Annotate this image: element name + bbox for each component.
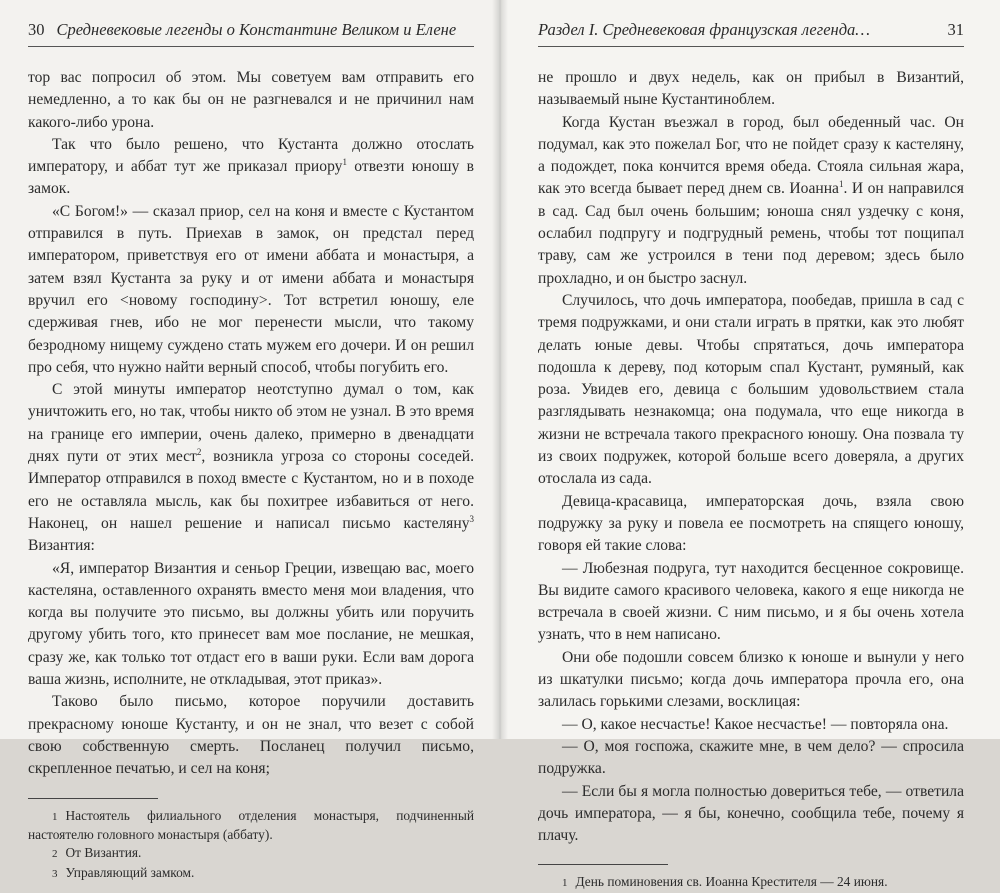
paragraph: не прошло и двух недель, как он прибыл в Византий, называемый ныне Кустантиноблем. — [538, 69, 964, 109]
paragraph: тор вас попросил об этом. Мы советуем вам отправить его немедленно, а то как бы он не разгневался и не причинил нам какого-либо урона. — [28, 69, 474, 131]
footnote-ref: 1 — [838, 179, 844, 190]
left-page-number: 30 — [28, 20, 45, 39]
paragraph: Они обе подошли совсем близко к юноше и вынули у него из шкатулки письмо; когда дочь императора прочла его, она залилась горькими слезами, восклицая: — [538, 648, 964, 711]
paragraph: Девица-красавица, императорская дочь, взяла свою подружку за руку и повела ее посмотреть на спящего юношу, говоря ей такие слова: — [538, 492, 964, 555]
footnote: 1 Настоятель филиального отделения монастыря, подчиненный настоятелю головного монастыря (аббату). — [28, 807, 474, 842]
dialogue-line: — Если бы я могла полностью довериться тебе, — ответила дочь императора, — я бы, конечно, сообщила тебе, почему я плачу. — [538, 782, 964, 845]
right-body-text — [538, 67, 964, 847]
left-body-text — [28, 67, 474, 781]
footnote-divider — [538, 864, 668, 865]
paragraph: Так что было решено, что Кустанта должно отослать императору, и аббат тут же приказал приору$^1$ отвезти юношу в замок. — [28, 135, 475, 198]
left-page — [0, 0, 500, 880]
footnote: 1 День поминовения св. Иоанна Крестителя — 24 июня. — [562, 874, 888, 890]
footnote: 2 От Византия. — [52, 845, 142, 861]
paragraph: С этой минуты император неотступно думал о том, как уничтожить его, но так, чтобы никто об этом не узнал. В это время на границе его империи, очень далеко, примерно в двенадцати днях пути от этих мест$^2$, возникла угроза со стороны соседей. Император отправился в поход вместе с Кустантом, но и в походе его не оставляла мысль, как бы похитрее избавиться от него. Наконец, он нашел решение и написал письмо кастеляну$^3$ Византия: — [28, 381, 474, 555]
paragraph: Таково было письмо, которое поручили доставить прекрасному юноше Кустанту, и он не знал, что везет с собой свою собственную смерть. Посланец получил письмо, скрепленное печатью, и сел на коня; — [28, 693, 474, 778]
dialogue-line: — О, моя госпожа, скажите мне, в чем дело? — спросила подружка. — [538, 737, 964, 778]
footnote: 3 Управляющий замком. — [52, 864, 195, 880]
right-page-number: 31 — [947, 20, 964, 39]
left-footnotes — [28, 807, 474, 884]
dialogue-line: — О, какое несчастье! Какое несчастье! — повторяла она. — [562, 715, 949, 733]
right-footnotes — [538, 873, 964, 892]
footnote-ref: 2 — [196, 446, 202, 457]
left-running-title: Средневековые легенды о Константине Великом и Елене — [56, 20, 457, 39]
footnote-ref: 3 — [469, 513, 474, 524]
right-running-head — [538, 20, 964, 47]
paragraph: «С Богом!» — сказал приор, сел на коня и вместе с Кустантом отправился в путь. Приехав в замок, он предстал перед императором, приветствуя его от имени аббата и монастыря, а затем взял Кустанта за руку и от имени аббата и монастыря вручил его <новому господину>. Тот встретил юношу, еле сдерживая гнев, ибо не мог перенести мысли, что такому безродному нищему суждено стать мужем его дочери. И он решил про себя, что нужно найти верный способ, чтобы погубить его. — [28, 202, 474, 376]
right-page — [500, 0, 1000, 890]
footnote-ref: 1 — [342, 157, 347, 167]
paragraph: Когда Кустан въезжал в город, был обеденный час. Он подумал, как это пожелал Бог, что не пойдет сразу к кастеляну, а подождет, пока кончится время обеда. Стояла сильная жара, как это всегда бывает перед днем св. Иоанна$^1$. И он направился в сад. Сад был очень большим; юноша снял уздечку с коня, ослабил подпругу и подгрудный ремень, чтобы тот пощипал траву, сам же устроился в тени под деревом; здесь было прохладно, и он быстро заснул. — [538, 113, 964, 287]
dialogue-line: — Любезная подруга, тут находится бесценное сокровище. Вы видите самого красивого человека, какого я еще никогда не встречала в своей жизни. С ним письмо, и я бы очень хотела узнать, что в нем написано. — [538, 559, 964, 644]
book-gutter-shadow — [492, 0, 508, 739]
right-running-title: Раздел I. Средневековая французская легенда… — [538, 20, 870, 39]
left-running-head — [28, 20, 474, 47]
paragraph: «Я, император Византия и сеньор Греции, извещаю вас, моего кастеляна, оставленного охранять вместо меня мои владения, что когда вы получите это письмо, вы должны убить или поручить другому убить того, кто принесет вам мое послание, не мешкая, сразу же, как только тот отдаст его в ваши руки. Если вам дорога ваша жизнь, исполните, не откладывая, этот приказ». — [28, 559, 474, 689]
paragraph: Случилось, что дочь императора, пообедав, пришла в сад с тремя подружками, и они стали играть в прятки, как это любят делать юные девы. Чтобы спрятаться, дочь императора подошла к дереву, под которым спал Кустант, румяный, как роза. Увидев его, девица с большим удовольствием стала разглядывать незнакомца; она подумала, что еще никогда в жизни не встречала такого прекрасного юношу. Она позвала ту из своих подружек, которой больше всего доверяла, а других отослала из сада. — [538, 291, 964, 488]
footnote-divider — [28, 798, 158, 799]
